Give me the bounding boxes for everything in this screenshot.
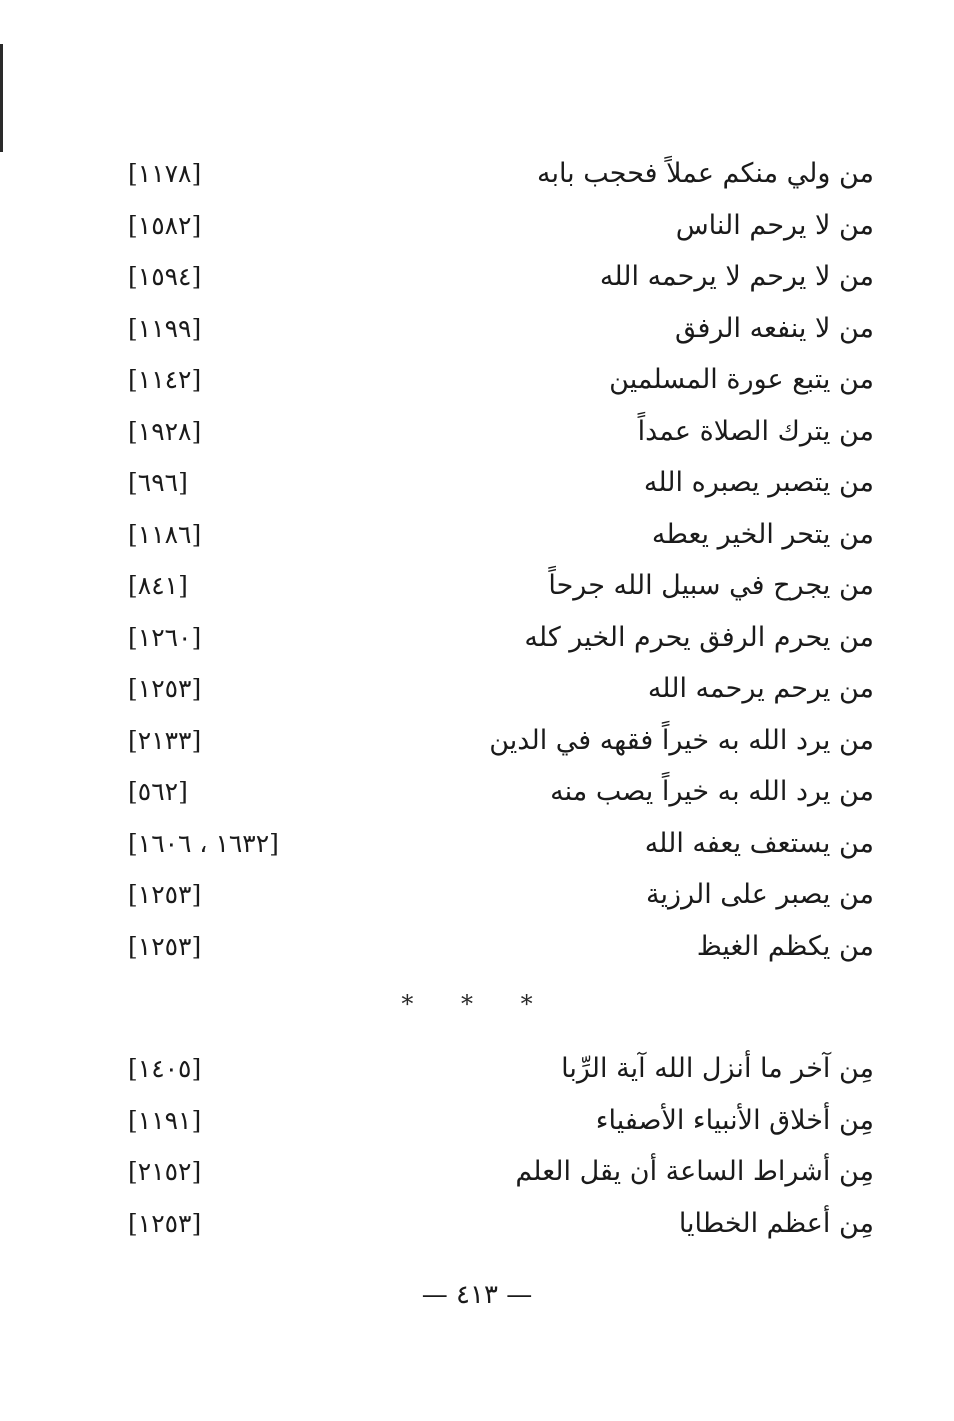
index-entry [0, 200, 954, 252]
entry-reference: [٥٦٢] [128, 777, 188, 806]
entry-reference: [١٩٢٨] [128, 416, 202, 446]
entry-phrase: من يرحم يرحمه الله [647, 673, 874, 704]
index-entry [0, 251, 954, 303]
index-entries-bottom [0, 1043, 954, 1249]
entry-phrase: من يرد الله به خيراً يصب منه [550, 776, 874, 807]
entry-reference: [١١٩١] [128, 1105, 202, 1135]
entry-phrase: من يستعف يعفه الله [644, 827, 874, 859]
entry-phrase: من يجرح في سبيل الله جرحاً [548, 570, 874, 601]
entry-phrase: مِن أشراط الساعة أن يقل العلم [515, 1156, 874, 1187]
index-entry [0, 869, 954, 921]
entry-phrase: مِن أعظم الخطايا [678, 1207, 874, 1239]
index-entry [0, 148, 954, 200]
entry-reference: [٨٤١] [128, 571, 188, 600]
entry-reference: [٦٩٦] [128, 468, 188, 497]
index-entry [0, 766, 954, 818]
entry-phrase: مِن أخلاق الأنبياء الأصفياء [595, 1104, 874, 1136]
entry-reference: [١٢٥٣] [128, 931, 202, 961]
entry-phrase: من يكظم الغيظ [696, 930, 874, 962]
index-entry [0, 663, 954, 715]
entry-phrase: من يتبع عورة المسلمين [609, 364, 874, 395]
index-entry [0, 560, 954, 612]
index-entry [0, 1043, 954, 1095]
index-entry [0, 818, 954, 870]
entry-reference: [١٢٦٠] [128, 622, 202, 652]
index-entry [0, 303, 954, 355]
index-entry [0, 1146, 954, 1198]
index-entry [0, 457, 954, 509]
index-entry [0, 1095, 954, 1147]
entry-reference: [١٦٣٢ ، ١٦٠٦] [128, 828, 279, 858]
entry-reference: [١٥٩٤] [128, 262, 202, 291]
page-number: — ٤١٣ — [421, 1280, 533, 1310]
index-entry [0, 406, 954, 458]
index-entry [0, 921, 954, 973]
entry-phrase: من يتحر الخير يعطه [651, 518, 874, 550]
entry-reference: [٢١٥٢] [128, 1157, 202, 1186]
index-entry [0, 612, 954, 664]
section-separator: * * * [401, 990, 553, 1018]
entry-phrase: من يصبر على الرزية [646, 879, 874, 910]
index-entry [0, 509, 954, 561]
index-entries-top [0, 148, 954, 972]
index-entry [0, 715, 954, 767]
entry-phrase: من لا يرحم لا يرحمه الله [599, 261, 874, 292]
entry-reference: [١١٤٢] [128, 365, 202, 394]
scan-edge-mark [0, 44, 3, 152]
entry-reference: [١٢٥٣] [128, 674, 202, 703]
entry-reference: [١١٧٨] [128, 159, 202, 188]
entry-phrase: مِن آخر ما أنزل الله آية الرِّبا [561, 1053, 874, 1084]
entry-phrase: من يتصبر يصبره الله [643, 467, 874, 498]
index-entry [0, 354, 954, 406]
entry-reference: [١٥٨٢] [128, 210, 202, 240]
entry-reference: [١١٨٦] [128, 519, 202, 549]
entry-phrase: من لا ينفعه الرفق [674, 312, 874, 344]
entry-phrase: من يرد الله به خيراً فقهه في الدين [489, 724, 874, 756]
entry-reference: [٢١٣٣] [128, 725, 202, 755]
entry-reference: [١٢٥٣] [128, 1208, 202, 1238]
entry-phrase: من لا يرحم الناس [675, 209, 874, 241]
index-entry [0, 1198, 954, 1250]
entry-reference: [١٤٠٥] [128, 1054, 202, 1083]
entry-phrase: من يترك الصلاة عمداً [637, 415, 874, 447]
entry-phrase: من يحرم الرفق يحرم الخير كله [524, 621, 874, 653]
entry-phrase: من ولي منكم عملاً فحجب بابه [536, 158, 874, 189]
entry-reference: [١٢٥٣] [128, 880, 202, 909]
entry-reference: [١١٩٩] [128, 313, 202, 343]
